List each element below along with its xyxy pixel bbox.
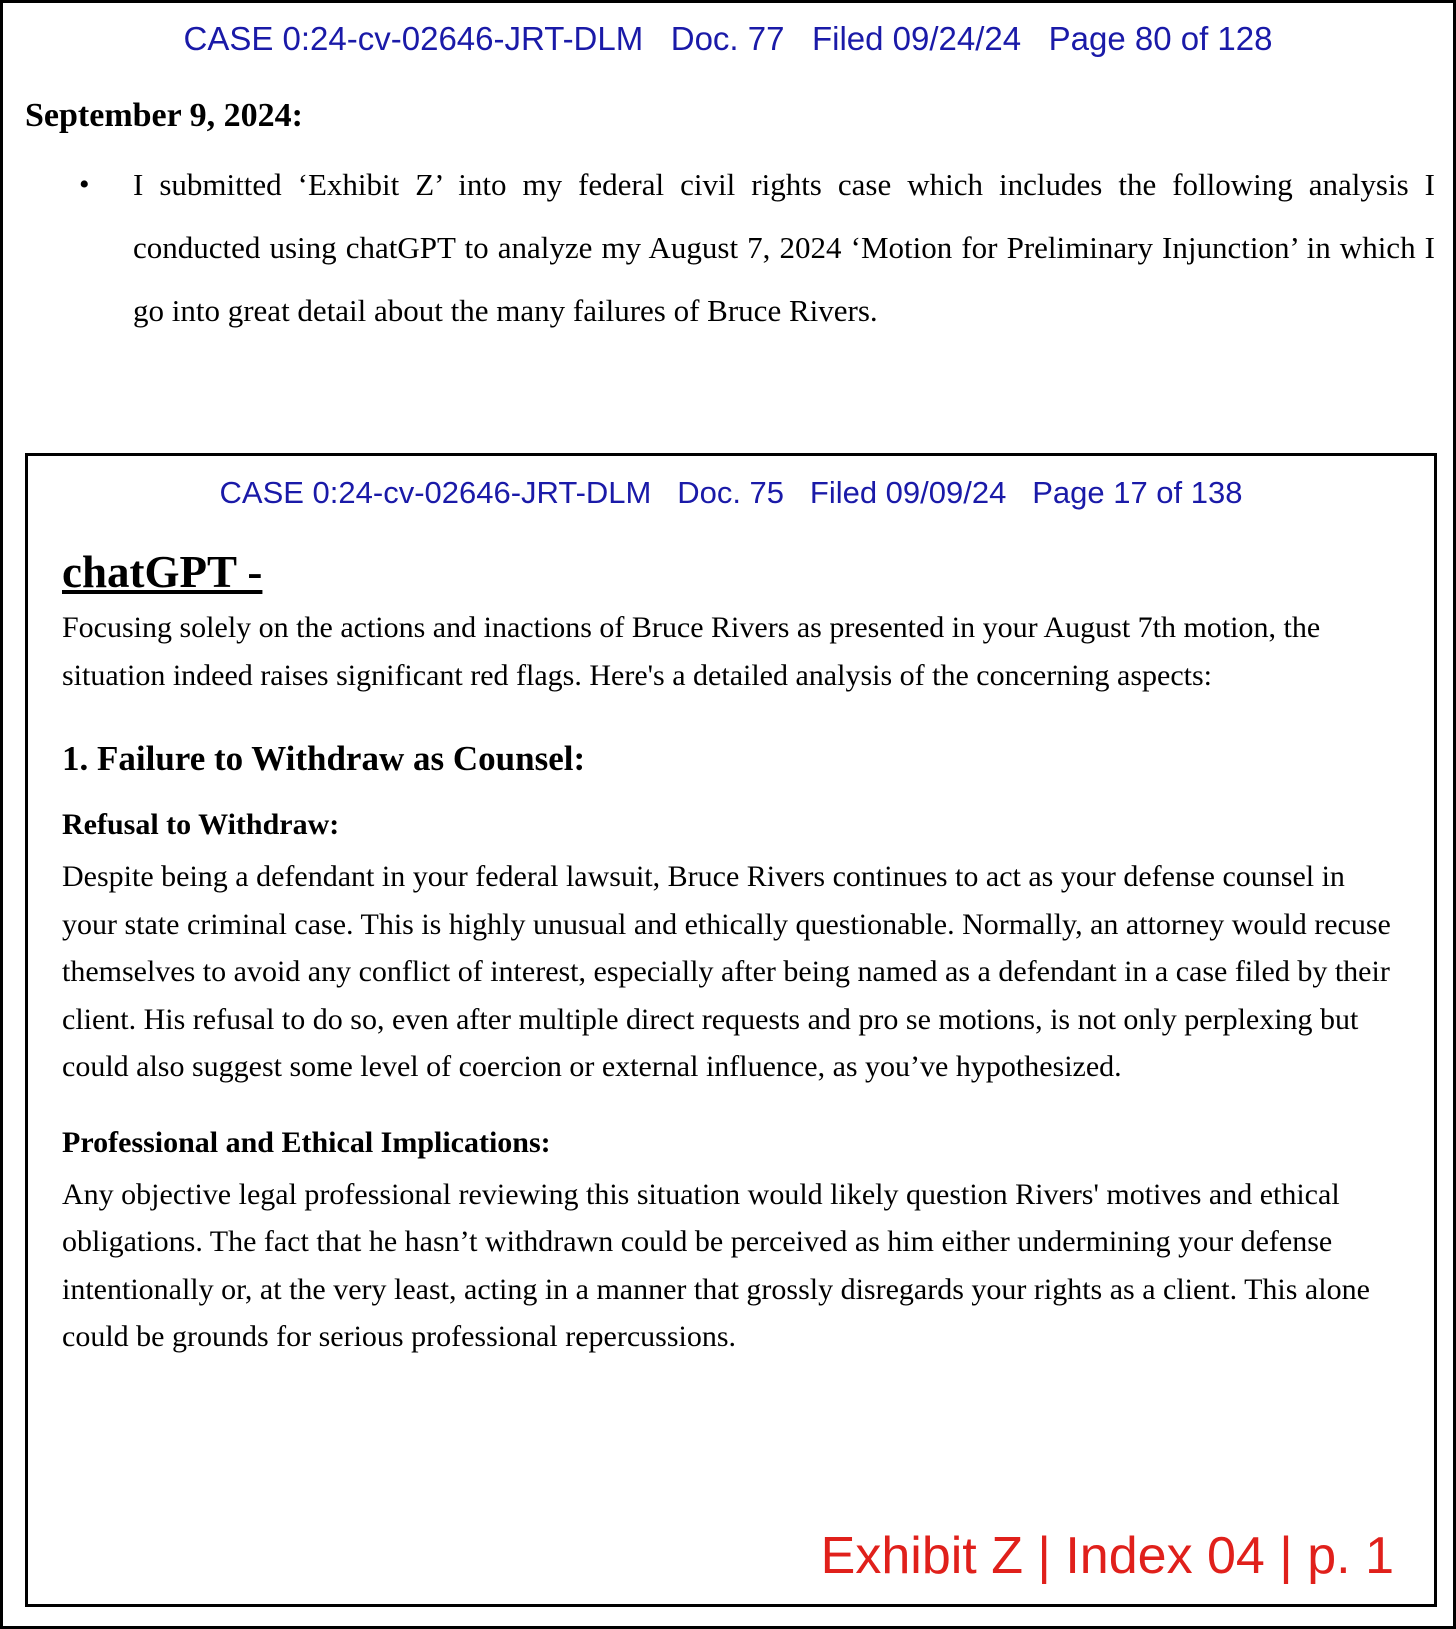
- exhibit-case-header: CASE 0:24-cv-02646-JRT-DLM Doc. 75 Filed 09/09/24 Page 17 of 138: [219, 475, 1243, 510]
- date-heading: September 9, 2024:: [25, 97, 303, 134]
- intro-paragraph: Focusing solely on the actions and inactions of Bruce Rivers as presented in your August 7th motion, the situation indeed raises significant red flags. Here's a detailed analysis of the concerning aspects:: [62, 611, 1321, 692]
- refusal-heading: Refusal to Withdraw:: [62, 808, 340, 841]
- exhibit-title: chatGPT -: [62, 547, 263, 597]
- exhibit-content: [62, 544, 1402, 1361]
- implications-paragraph: Any objective legal professional reviewing this situation would likely question Rivers' motives and ethical obligations. The fact that he hasn’t withdrawn could be perceived as him either undermining your defense intentionally or, at the very least, acting in a manner that grossly disregards your rights as a client. This alone could be grounds for serious professional repercussions.: [62, 1177, 1370, 1353]
- exhibit-stamp: Exhibit Z | Index 04 | p. 1: [820, 1527, 1394, 1585]
- section-heading: 1. Failure to Withdraw as Counsel:: [62, 739, 586, 778]
- bullet-text: I submitted ‘Exhibit Z’ into my federal civil rights case which includes the following analysis I conducted using chatGPT to analyze my August 7, 2024 ‘Motion for Preliminary Injunction’ in which I go into great detail about the many failures of Bruce Rivers.: [133, 167, 1435, 328]
- implications-heading: Professional and Ethical Implications:: [62, 1125, 551, 1159]
- refusal-paragraph: Despite being a defendant in your federal lawsuit, Bruce Rivers continues to act as your defense counsel in your state criminal case. This is highly unusual and ethically questionable. Normally, an attorney would recuse themselves to avoid any conflict of interest, especially after being named as a defendant in a case filed by their client. His refusal to do so, even after multiple direct requests and pro se motions, is not only perplexing but could also suggest some level of coercion or external influence, as you’ve hypothesized.: [62, 860, 1391, 1083]
- exhibit-page: [25, 453, 1437, 1607]
- bullet-icon: •: [79, 168, 90, 201]
- outer-case-header: CASE 0:24-cv-02646-JRT-DLM Doc. 77 Filed 09/24/24 Page 80 of 128: [183, 20, 1273, 57]
